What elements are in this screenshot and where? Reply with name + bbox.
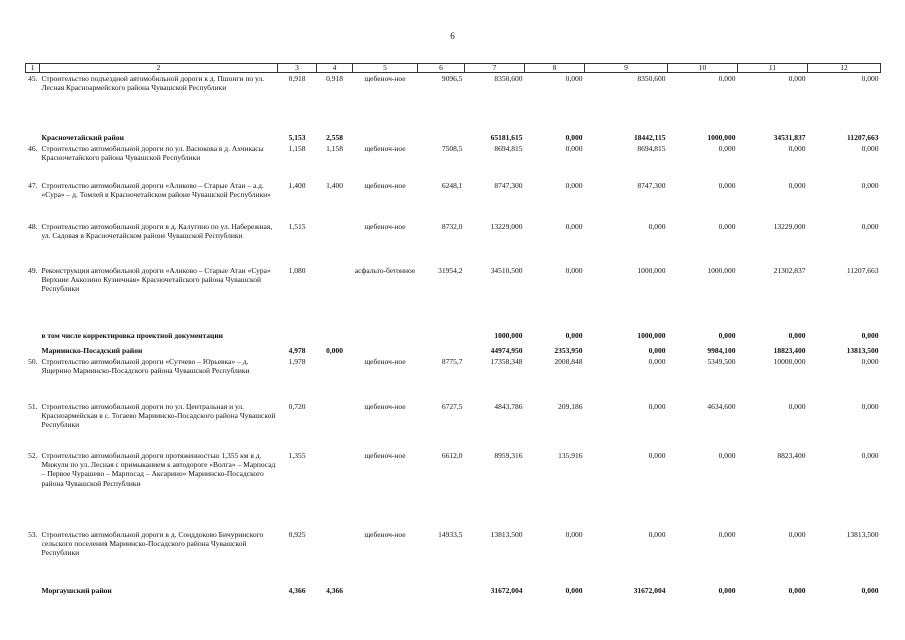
column-number: 1 [26,64,40,73]
amount-col-8: 0,000 [565,586,583,596]
length-km-commissioned [317,450,353,529]
amount-col-9: 18442,115 [634,133,666,143]
amount-col-12: 0,000 [861,143,879,153]
amount-col-9: 0,000 [648,356,666,366]
road-object-name: Строительство подъездной автомобильной дороги к д. Пшонги по ул. Лесная Красноармейского района Чувашской Республики [41,74,265,93]
row-number [26,341,40,356]
amount-col-10: 0,000 [718,180,736,190]
amount-col-10: 0,000 [718,586,736,596]
length-km-commissioned: 1,158 [326,143,343,153]
total-amount: 1000,000 [494,331,523,341]
amount-col-11: 0,000 [788,529,806,539]
surface-type [353,121,418,143]
row-number [26,313,40,341]
column-number: 11 [738,64,808,73]
amount-col-10: 0,000 [718,143,736,153]
length-km: 0,918 [288,74,306,83]
amount-col-9: 0,000 [648,450,666,460]
surface-type [353,578,418,596]
surface-type: щебеноч-ное [364,143,406,153]
unit-cost: 8775,7 [441,356,463,366]
total-amount: 44974,950 [490,346,523,356]
length-km-commissioned: 4,366 [326,586,343,596]
column-number: 6 [418,64,465,73]
district-subtotal-row [26,121,881,143]
unit-cost [418,121,465,143]
amount-col-12: 11207,663 [847,133,879,143]
amount-col-12: 0,000 [861,221,879,231]
amount-col-9: 8350,600 [637,74,666,83]
length-km-commissioned: 0,918 [326,74,343,83]
total-amount: 8350,600 [494,74,523,83]
road-object-name: Моргаушский район [41,586,112,596]
amount-col-10: 0,000 [718,221,736,231]
surface-type: щебеноч-ное [364,401,406,411]
amount-col-11: 0,000 [788,143,806,153]
road-object-name: Строительство автомобильной дороги в д. Сонддоково Бичуринского сельского поселения Мариинско-Посадского района Чувашской Республики [41,529,264,558]
amount-col-8: 2353,950 [554,346,583,356]
row-number: 46. [28,143,38,153]
surface-type: щебеноч-ное [364,450,406,460]
unit-cost: 8732,0 [441,221,463,231]
row-number: 50. [28,356,38,366]
road-object-name: Строительство автомобильной дороги «Аликово – Старые Атаи – а.д. «Сура» – д. Томлей в Красночетайском районе Чувашской Республики» [41,180,271,199]
table-row [26,180,881,221]
length-km-commissioned [317,313,353,341]
length-km-commissioned [317,529,353,578]
amount-col-10: 0,000 [718,331,736,341]
length-km: 0,925 [288,529,306,539]
amount-col-11: 10000,000 [773,356,806,366]
road-object-name: Строительство автомобильной дороги «Сутчево – Юрьевка» – д. Ящерино Мариинско-Посадского района Чувашской Республики [41,356,250,375]
unit-cost: 6248,1 [441,180,463,190]
amount-col-10: 1000,000 [707,265,736,275]
table-row [26,221,881,265]
length-km: 5,153 [288,133,306,143]
amount-col-9: 0,000 [648,529,666,539]
unit-cost [418,578,465,596]
district-subtotal-row [26,341,881,356]
amount-col-12: 0,000 [861,401,879,411]
amount-col-12: 0,000 [861,180,879,190]
total-amount: 4843,786 [494,401,523,411]
road-object-name: Мариинско-Посадский район [41,346,143,356]
district-subtotal-row [26,578,881,596]
amount-col-11: 0,000 [788,74,806,83]
column-number: 2 [40,64,278,73]
amount-col-11: 0,000 [788,401,806,411]
total-amount: 8747,300 [494,180,523,190]
amount-col-10: 4634,600 [707,401,736,411]
length-km: 1,158 [288,143,306,153]
length-km [278,313,317,341]
amount-col-9: 8747,300 [637,180,666,190]
road-object-name: Реконструкция автомобильной дороги «Аликово – Старые Атаи «Сура» Верхние Аккозино Кузнечная» Красночетайского района Чувашской Республики [41,265,271,294]
amount-col-12: 0,000 [861,450,879,460]
row-number: 48. [28,221,38,231]
row-number: 47. [28,180,38,190]
row-number [26,121,40,143]
column-number: 5 [353,64,418,73]
total-amount: 13229,000 [490,221,523,231]
road-object-name: Строительство автомобильной дороги по ул. Центральная и ул. Красноармейская в с. Тогаево Мариинско-Посадского района Чувашской Республики [41,401,276,430]
amount-col-12: 0,000 [861,586,879,596]
amount-col-12: 13813,500 [846,529,879,539]
total-amount: 34510,500 [490,265,523,275]
unit-cost [418,313,465,341]
unit-cost: 6727,5 [441,401,463,411]
amount-col-8: 0,000 [565,133,583,143]
column-number: 10 [668,64,738,73]
unit-cost: 7508,5 [441,143,463,153]
table-row [26,143,881,180]
amount-col-11: 13229,000 [773,221,806,231]
amount-col-8: 135,916 [558,450,583,460]
total-amount: 65181,615 [490,133,523,143]
amount-col-8: 0,000 [565,529,583,539]
district-subtotal-row [26,313,881,341]
total-amount: 8694,815 [494,143,523,153]
row-number: 52. [28,450,38,460]
total-amount: 17358,348 [490,356,523,366]
length-km: 1,978 [288,356,306,366]
amount-col-8: 0,000 [565,331,583,341]
amount-col-10: 0,000 [718,529,736,539]
length-km: 1,515 [288,221,306,231]
road-object-name: в том числе корректировка проектной документации [41,331,223,341]
row-number: 51. [28,401,38,411]
amount-col-8: 0,000 [565,265,583,275]
column-number: 3 [278,64,317,73]
unit-cost: 14933,5 [438,529,463,539]
amount-col-10: 0,000 [718,450,736,460]
length-km: 4,978 [288,346,306,356]
amount-col-12: 11207,663 [846,265,879,275]
length-km-commissioned: 2,558 [326,133,343,143]
amount-col-8: 2008,848 [554,356,583,366]
amount-col-10: 0,000 [718,74,736,83]
amount-col-10: 9984,100 [707,346,736,356]
surface-type [353,313,418,341]
total-amount: 13813,500 [490,529,523,539]
road-object-name: Строительство автомобильной дороги в д. Калугино по ул. Набережная, ул. Садовая в Красночетайском районе Чувашской Республики [41,221,273,240]
length-km: 1,355 [288,450,306,460]
amount-col-12: 0,000 [861,74,879,83]
amount-col-12: 13813,500 [846,346,879,356]
amount-col-8: 0,000 [565,143,583,153]
amount-col-11: 34531,837 [773,133,806,143]
length-km-commissioned: 1,400 [326,180,343,190]
table-row [26,401,881,450]
road-object-name: Красночетайский район [41,133,124,143]
amount-col-9: 0,000 [648,346,666,356]
table-row [26,529,881,578]
column-number-header-row [26,64,881,73]
road-object-name: Строительство автомобильной дороги по ул. Васюкова в д. Ахчикасы Красночетайского района Чувашской Республики [41,143,264,162]
amount-col-11: 0,000 [788,586,806,596]
table-row [26,73,881,121]
unit-cost [418,341,465,356]
column-number: 9 [585,64,668,73]
amount-col-11: 8823,400 [777,450,806,460]
amount-col-10: 1000,000 [707,133,736,143]
amount-col-8: 0,000 [565,74,583,83]
road-object-name: Строительство автомобильной дороги протяженностью 1,355 км в д. Мижули по ул. Лесная с примыканием к автодороге «Волга» – Марпосад – Первое Чурашево – Марпосад – Аксарино» Мариинско-Посадского района Чувашской Республики [41,450,276,488]
length-km: 1,080 [288,265,306,275]
surface-type: щебеноч-ное [364,221,406,231]
row-number [26,578,40,596]
amount-col-10: 5349,500 [707,356,736,366]
length-km-commissioned [317,356,353,401]
amount-col-12: 0,000 [861,331,879,341]
amount-col-11: 0,000 [788,331,806,341]
length-km-commissioned [317,401,353,450]
column-number: 8 [525,64,585,73]
surface-type: щебеноч-ное [364,356,406,366]
amount-col-8: 0,000 [565,221,583,231]
length-km: 1,400 [288,180,306,190]
length-km-commissioned [317,265,353,313]
unit-cost: 9096,5 [441,74,463,83]
surface-type: щебеноч-ное [364,180,406,190]
amount-col-9: 8694,815 [637,143,666,153]
length-km: 0,720 [288,401,306,411]
unit-cost: 31954,2 [438,265,463,275]
amount-col-11: 21302,837 [773,265,806,275]
table-row [26,356,881,401]
surface-type: щебеноч-ное [364,529,406,539]
amount-col-9: 31672,004 [633,586,666,596]
total-amount: 31672,004 [490,586,523,596]
length-km-commissioned [317,221,353,265]
amount-col-11: 0,000 [788,180,806,190]
amount-col-9: 0,000 [648,221,666,231]
surface-type [353,341,418,356]
amount-col-8: 209,186 [558,401,583,411]
row-number: 53. [28,529,38,539]
amount-col-8: 0,000 [565,180,583,190]
amount-col-11: 18823,400 [773,346,806,356]
length-km: 4,366 [288,586,306,596]
row-number: 49. [28,265,38,275]
column-number: 12 [808,64,881,73]
table-row [26,265,881,313]
length-km-commissioned: 0,000 [326,346,343,356]
surface-type: асфальто-бетонное [354,265,416,275]
surface-type: щебеноч-ное [364,74,406,83]
road-construction-table [25,63,881,596]
unit-cost: 6612,0 [441,450,463,460]
table-row [26,450,881,529]
amount-col-9: 0,000 [648,401,666,411]
page-number: 6 [450,31,455,41]
row-number: 45. [28,74,38,83]
total-amount: 8959,316 [494,450,523,460]
amount-col-12: 0,000 [861,356,879,366]
amount-col-9: 1000,000 [637,331,666,341]
amount-col-9: 1000,000 [637,265,666,275]
column-number: 4 [317,64,353,73]
column-number: 7 [465,64,525,73]
